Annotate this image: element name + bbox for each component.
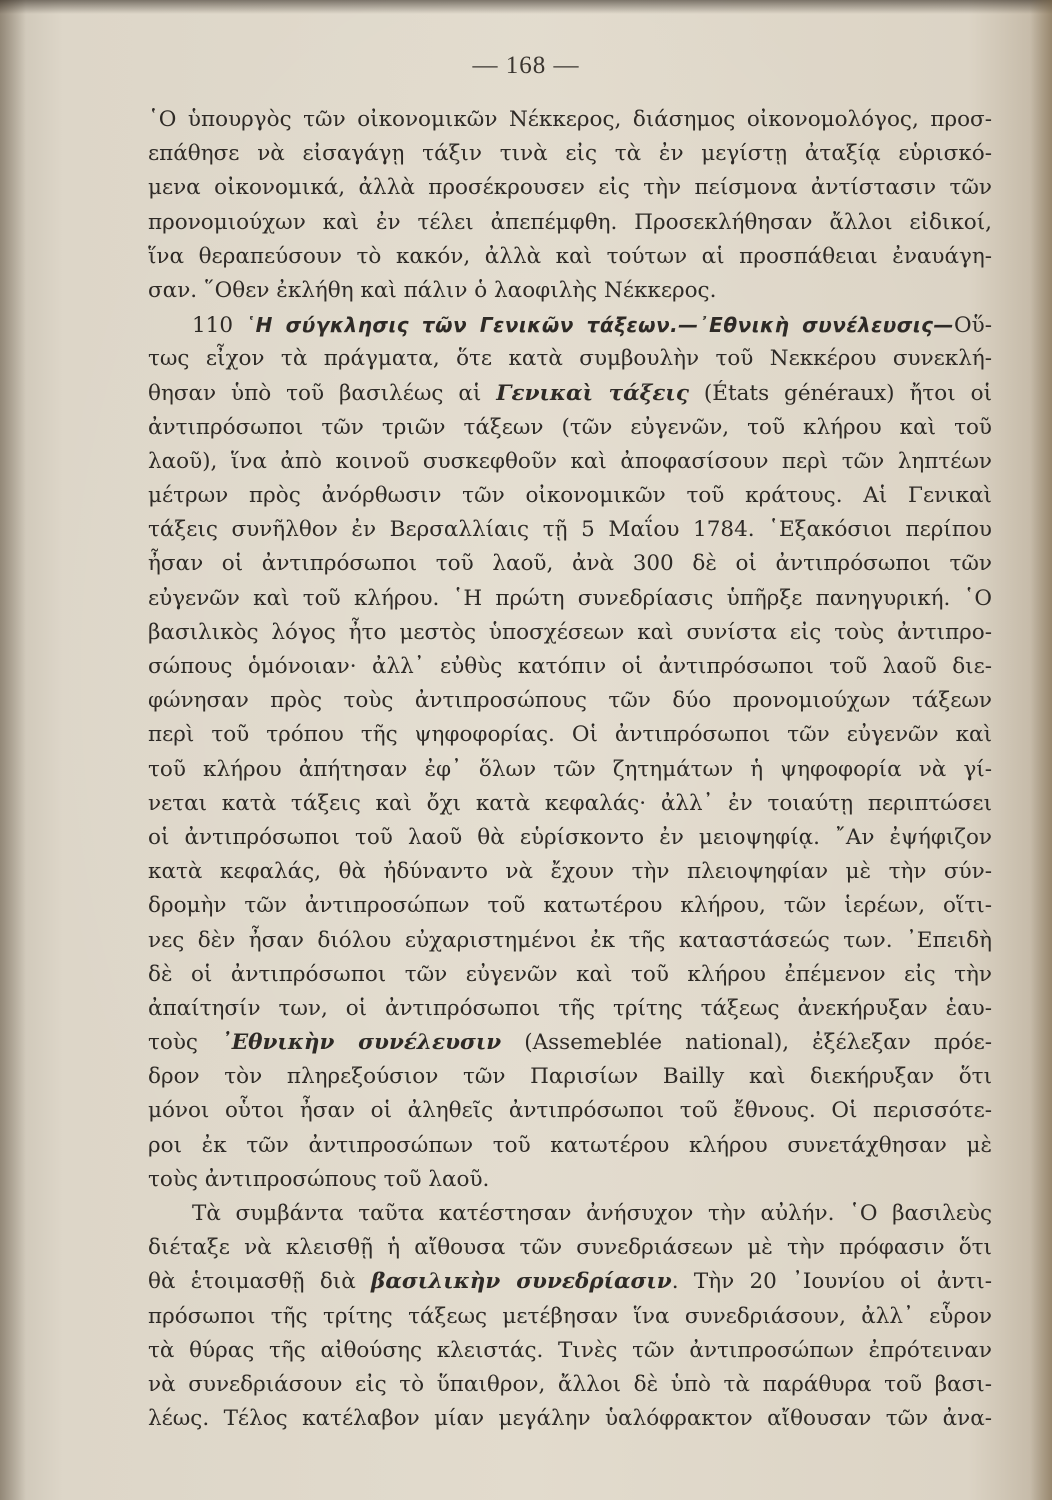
- section-heading-line: [148, 308, 992, 342]
- text-line: ῾Ο ὑπουργὸς τῶν οἰκονομικῶν Νέκκερος, διάσημος οἰκονομολόγος, προσ-: [148, 107, 992, 132]
- text-fragment: . Τὴν 20 ᾿Ιουνίου οἱ ἀντι-: [671, 1269, 992, 1295]
- page-edge-shadow-top: [0, 0, 1052, 14]
- text-line: κατὰ κεφαλάς, θὰ ἠδύναντο νὰ ἔχουν τὴν πλειοψηφίαν μὲ τὴν σύν-: [148, 859, 992, 885]
- text-line-with-emphasis: [148, 377, 992, 411]
- text-line: τάξεις συνῆλθον ἐν Βερσαλλίαις τῇ 5 Μαΐου 1784. ῾Εξακόσιοι περίπου: [148, 517, 992, 543]
- text-line: πρόσωποι τῆς τρίτης τάξεως μετέβησαν ἵνα συνεδριάσουν, ἀλλ᾿ εὗρον: [148, 1303, 992, 1329]
- text-line: προνομιούχων καὶ ἐν τέλει ἀπεπέμφθη. Προσεκλήθησαν ἄλλοι εἰδικοί,: [148, 209, 992, 235]
- page-edge-shadow-left: [0, 0, 26, 1500]
- text-line: νὰ συνεδριάσουν εἰς τὸ ὕπαιθρον, ἄλλοι δὲ ὑπὸ τὰ παράθυρα τοῦ βασι-: [148, 1371, 992, 1397]
- text-line: σώπους ὁμόνοιαν· ἀλλ᾿ εὐθὺς κατόπιν οἱ ἀντιπρόσωποι τοῦ λαοῦ διε-: [148, 654, 992, 679]
- text-line: ροι ἐκ τῶν ἀντιπροσώπων τοῦ κατωτέρου κλήρου συνετάχθησαν μὲ: [148, 1132, 992, 1158]
- text-line: δὲ οἱ ἀντιπρόσωποι τῶν εὐγενῶν καὶ τοῦ κλήρου ἐπέμενον εἰς τὴν: [148, 961, 992, 987]
- text-line: δρον τὸν πληρεξούσιον τῶν Παρισίων Bailly καὶ διεκήρυξαν ὅτι: [148, 1064, 992, 1090]
- text-line: βασιλικὸς λόγος ἦτο μεστὸς ὑποσχέσεων καὶ συνίστα εἰς τοὺς ἀντιπρο-: [148, 619, 992, 645]
- text-line-with-emphasis: [148, 1265, 992, 1299]
- text-line: σαν. ῞Οθεν ἐκλήθη καὶ πάλιν ὁ λαοφιλὴς Νέκκερος.: [148, 277, 717, 303]
- section-heading: ῾Η σύγκλησις τῶν Γενικῶν τάξεων.—᾿Εθνικὴ συνέλευσις—: [245, 313, 955, 338]
- text-fragment: θὰ ἑτοιμασθῇ διὰ: [148, 1269, 356, 1295]
- text-fragment: τοὺς: [148, 1030, 198, 1056]
- text-line: λαοῦ), ἵνα ἀπὸ κοινοῦ συσκεφθοῦν καὶ ἀποφασίσουν περὶ τῶν ληπτέων: [148, 448, 992, 474]
- text-line: ἀπαίτησίν των, οἱ ἀντιπρόσωποι τῆς τρίτης τάξεως ἀνεκήρυξαν ἑαυ-: [148, 995, 992, 1021]
- text-fragment: (États généraux) ἤτοι οἱ: [703, 380, 993, 406]
- text-line: διέταξε νὰ κλεισθῇ ἡ αἴθουσα τῶν συνεδριάσεων μὲ τὴν πρόφασιν ὅτι: [148, 1235, 992, 1261]
- text-line: οἱ ἀντιπρόσωποι τοῦ λαοῦ θὰ εὑρίσκοντο ἐν μειοψηφίᾳ. ῎Αν ἐψήφιζον: [148, 824, 992, 850]
- text-line: ἦσαν οἱ ἀντιπρόσωποι τοῦ λαοῦ, ἀνὰ 300 δὲ οἱ ἀντιπρόσωποι τῶν: [148, 551, 992, 577]
- text-line: ἵνα θεραπεύσουν τὸ κακόν, ἀλλὰ καὶ τούτων αἱ προσπάθειαι ἐναυάγη-: [148, 243, 992, 269]
- text-line: νεται κατὰ τάξεις καὶ ὄχι κατὰ κεφαλάς· ἀλλ᾿ ἐν τοιαύτῃ περιπτώσει: [148, 790, 992, 816]
- text-line: επάθησε νὰ εἰσαγάγῃ τάξιν τινὰ εἰς τὰ ἐν μεγίστῃ ἀταξίᾳ εὑρισκό-: [148, 141, 992, 167]
- heading-tail: Οὕ-: [954, 313, 992, 339]
- text-line: φώνησαν πρὸς τοὺς ἀντιπροσώπους τῶν δύο προνομιούχων τάξεων: [148, 688, 992, 714]
- page-edge-stain-right: [1030, 0, 1052, 1500]
- text-line: περὶ τοῦ τρόπου τῆς ψηφοφορίας. Οἱ ἀντιπρόσωποι τῶν εὐγενῶν καὶ: [148, 722, 992, 748]
- text-line: τοῦ κλήρου ἀπήτησαν ἐφ᾿ ὅλων τῶν ζητημάτων ἡ ψηφοφορία νὰ γί-: [148, 756, 992, 782]
- text-line: τοὺς ἀντιπροσώπους τοῦ λαοῦ.: [148, 1166, 490, 1192]
- emphasis-national-assembly: ᾿Εθνικὴν συνέλευσιν: [221, 1030, 502, 1056]
- emphasis-general-estates: Γενικαὶ τάξεις: [496, 380, 689, 406]
- text-line: λέως. Τέλος κατέλαβον μίαν μεγάλην ὑαλόφρακτον αἴθουσαν τῶν ἀνα-: [148, 1406, 992, 1432]
- text-line: μόνοι οὗτοι ἦσαν οἱ ἀληθεῖς ἀντιπρόσωποι τοῦ ἔθνους. Οἱ περισσότε-: [148, 1098, 992, 1124]
- section-number: 110: [192, 313, 234, 339]
- text-line: δρομὴν τῶν ἀντιπροσώπων τοῦ κατωτέρου κλήρου, τῶν ἱερέων, οἵτι-: [148, 893, 992, 919]
- text-line: ἀντιπρόσωποι τῶν τριῶν τάξεων (τῶν εὐγενῶν, τοῦ κλήρου καὶ τοῦ: [148, 414, 992, 440]
- text-line: τὰ θύρας τῆς αἰθούσης κλειστάς. Τινὲς τῶν ἀντιπροσώπων ἐπρότειναν: [148, 1337, 992, 1363]
- text-line: τως εἶχον τὰ πράγματα, ὅτε κατὰ συμβουλὴν τοῦ Νεκκέρου συνεκλή-: [148, 346, 992, 372]
- text-fragment: θησαν ὑπὸ τοῦ βασιλέως αἱ: [148, 380, 482, 406]
- text-line: Τὰ συμβάντα ταῦτα κατέστησαν ἀνήσυχον τὴν αὐλήν. ῾Ο βασιλεὺς: [192, 1201, 992, 1226]
- text-line: εὐγενῶν καὶ τοῦ κλήρου. ῾Η πρώτη συνεδρίασις ὑπῆρξε πανηγυρική. ῾Ο: [148, 585, 992, 611]
- text-line: μενα οἰκονομικά, ἀλλὰ προσέκρουσεν εἰς τὴν πείσμονα ἀντίστασιν τῶν: [148, 175, 992, 201]
- text-line-with-emphasis: [148, 1026, 992, 1060]
- page-number: — 168 —: [472, 52, 580, 79]
- emphasis-royal-session: βασιλικὴν συνεδρίασιν: [371, 1269, 672, 1295]
- text-fragment: (Assemeblée national), ἐξέλεξαν πρόε-: [524, 1030, 992, 1056]
- text-line: μέτρων πρὸς ἀνόρθωσιν τῶν οἰκονομικῶν τοῦ κράτους. Αἱ Γενικαὶ: [148, 483, 992, 509]
- body-text: [148, 103, 992, 1436]
- text-line: νες δὲν ἦσαν διόλου εὐχαριστημένοι ἐκ τῆς καταστάσεώς των. ᾿Επειδὴ: [148, 927, 992, 953]
